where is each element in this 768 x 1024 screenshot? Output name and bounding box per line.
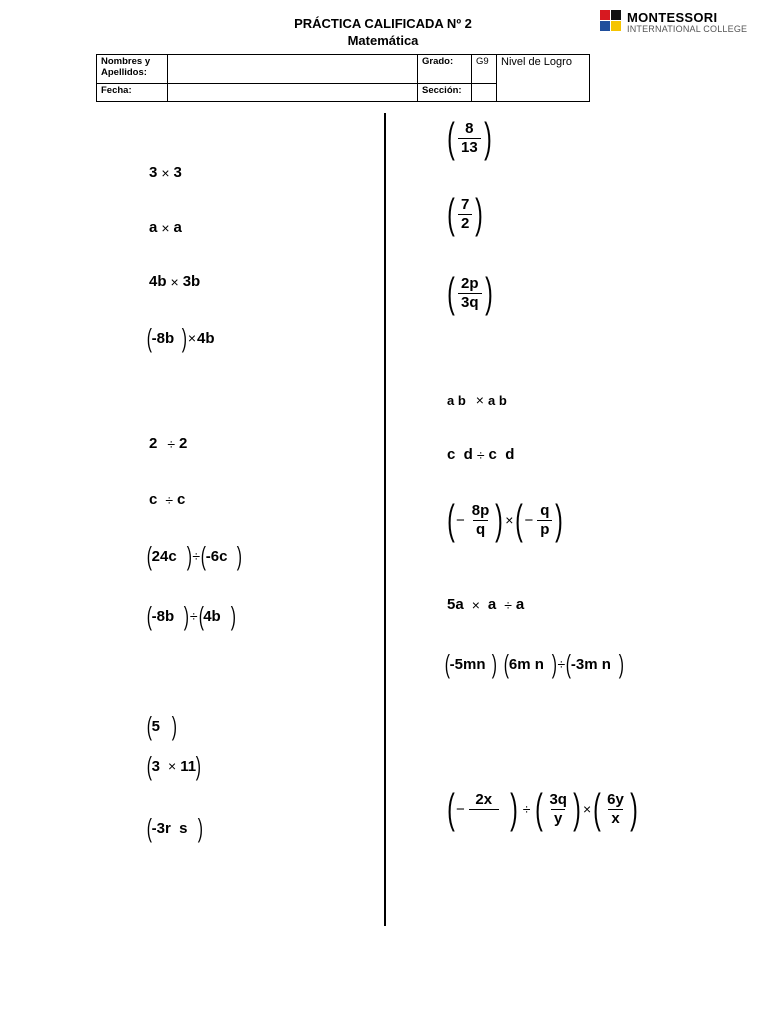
times-operator: × xyxy=(471,596,480,613)
term: a xyxy=(149,219,158,236)
right-paren: ) xyxy=(555,496,564,543)
column-divider xyxy=(384,113,386,926)
minus-sign: − xyxy=(456,800,465,818)
logo-subtitle: INTERNATIONAL COLLEGE xyxy=(627,24,748,34)
times-operator: × xyxy=(582,801,592,817)
right-paren: ) xyxy=(484,269,493,316)
left-paren: ( xyxy=(447,496,455,543)
term: 3 xyxy=(151,757,161,775)
school-logo xyxy=(600,10,760,36)
student-info-table xyxy=(96,54,590,102)
term: 24c xyxy=(151,547,177,565)
term: 4b xyxy=(203,607,221,625)
fraction xyxy=(604,791,627,828)
denominator: 13 xyxy=(458,138,481,157)
page-subtitle: Matemática xyxy=(347,33,419,48)
left-paren: ( xyxy=(535,785,544,832)
date-field[interactable] xyxy=(168,84,418,102)
times-operator: × xyxy=(475,392,484,408)
grade-value: G9 xyxy=(472,55,497,84)
divide-operator: ÷ xyxy=(557,656,566,672)
denominator: 3q xyxy=(458,293,482,312)
left-paren: ( xyxy=(198,601,204,631)
left-paren: ( xyxy=(146,813,152,843)
times-operator: × xyxy=(505,512,514,528)
fraction xyxy=(546,791,570,828)
left-paren: ( xyxy=(444,649,450,679)
left-paren: ( xyxy=(447,269,455,316)
right-paren: ) xyxy=(197,813,203,843)
exercise-8 xyxy=(147,603,235,629)
term: a b xyxy=(447,392,466,408)
term: c d xyxy=(447,446,473,463)
exercise-r4 xyxy=(447,392,507,408)
divide-operator: ÷ xyxy=(192,548,201,564)
right-paren: ) xyxy=(195,751,201,781)
exercise-r5 xyxy=(447,446,514,463)
exercise-9 xyxy=(147,713,177,739)
term: 4b xyxy=(197,329,215,347)
exercise-7 xyxy=(147,543,242,569)
fraction xyxy=(458,196,472,233)
term: 2 xyxy=(149,435,158,452)
term: -3r s xyxy=(151,819,188,837)
term: c xyxy=(149,491,158,508)
numerator: 2x xyxy=(475,790,493,808)
logo-name: MONTESSORI xyxy=(627,10,718,25)
term: 5 xyxy=(151,717,161,735)
times-operator: × xyxy=(161,219,170,236)
fraction xyxy=(469,791,499,828)
term: -8b xyxy=(151,329,175,347)
divide-operator: ÷ xyxy=(165,491,174,508)
times-operator: × xyxy=(170,273,179,290)
exercise-r7 xyxy=(447,596,524,613)
right-paren: ) xyxy=(186,541,192,571)
left-paren: ( xyxy=(146,711,152,741)
exercise-11 xyxy=(147,815,202,841)
term: c xyxy=(177,491,186,508)
times-operator: × xyxy=(161,164,170,181)
denominator: 2 xyxy=(458,214,472,233)
term: -3m n xyxy=(570,655,611,673)
left-paren: ( xyxy=(515,496,524,543)
section-field[interactable] xyxy=(472,84,497,102)
numerator: 2p xyxy=(461,274,479,292)
term: c d xyxy=(488,446,515,463)
numerator: 7 xyxy=(461,195,470,213)
names-field[interactable] xyxy=(168,55,418,84)
fraction xyxy=(469,502,493,539)
term: a xyxy=(515,596,525,613)
right-paren: ) xyxy=(475,190,484,237)
times-operator: × xyxy=(187,330,197,346)
left-paren: ( xyxy=(146,751,152,781)
left-paren: ( xyxy=(200,541,206,571)
right-paren: ) xyxy=(495,496,504,543)
exercise-r1 xyxy=(446,114,493,161)
fraction xyxy=(537,502,552,539)
denominator: q xyxy=(473,520,488,539)
divide-operator: ÷ xyxy=(504,596,512,613)
right-paren: ) xyxy=(491,649,497,679)
term: 11 xyxy=(180,757,197,775)
exercise-1 xyxy=(149,164,182,181)
term: a b xyxy=(487,392,507,408)
exercise-3 xyxy=(149,273,200,290)
right-paren: ) xyxy=(509,785,518,832)
term: 6m n xyxy=(508,655,544,673)
numerator: 8 xyxy=(465,119,474,137)
denominator: y xyxy=(551,809,565,828)
exercise-6 xyxy=(149,491,185,508)
minus-sign: − xyxy=(524,511,534,529)
fraction xyxy=(458,275,482,312)
right-paren: ) xyxy=(573,785,581,832)
page-title: PRÁCTICA CALIFICADA Nº 2 xyxy=(294,16,472,31)
exercise-10 xyxy=(147,753,201,779)
right-paren: ) xyxy=(483,114,492,161)
term: a xyxy=(487,596,497,613)
numerator: 3q xyxy=(549,790,567,808)
left-paren: ( xyxy=(447,190,455,237)
right-paren: ) xyxy=(237,541,243,571)
right-paren: ) xyxy=(618,649,624,679)
exercise-r9 xyxy=(446,785,639,832)
divide-operator: ÷ xyxy=(167,435,176,452)
empty-denominator xyxy=(469,809,499,828)
section-label: Sección: xyxy=(418,84,472,102)
exercise-5 xyxy=(149,435,187,452)
right-paren: ) xyxy=(230,601,236,631)
denominator: p xyxy=(537,520,552,539)
divide-operator: ÷ xyxy=(522,801,531,817)
denominator: x xyxy=(608,809,622,828)
left-paren: ( xyxy=(447,785,455,832)
achievement-level: Nivel de Logro xyxy=(497,55,590,102)
term: a xyxy=(173,219,182,236)
exercise-r3 xyxy=(446,269,494,316)
right-paren: ) xyxy=(551,649,557,679)
term: 4b xyxy=(149,273,167,290)
divide-operator: ÷ xyxy=(476,446,485,463)
exercise-4 xyxy=(147,325,215,351)
date-label: Fecha: xyxy=(97,84,168,102)
names-label: Nombres y Apellidos: xyxy=(97,55,168,84)
left-paren: ( xyxy=(146,541,152,571)
left-paren: ( xyxy=(593,785,602,832)
left-paren: ( xyxy=(503,649,510,679)
left-paren: ( xyxy=(565,649,572,679)
exercise-r2 xyxy=(446,190,484,237)
exercise-r6 xyxy=(446,496,564,543)
grade-label: Grado: xyxy=(418,55,472,84)
fraction xyxy=(458,120,481,157)
term: -8b xyxy=(151,607,175,625)
left-paren: ( xyxy=(447,114,455,161)
numerator: 8p xyxy=(471,501,490,519)
minus-sign: − xyxy=(456,511,465,529)
right-paren: ) xyxy=(171,711,177,741)
numerator: 6y xyxy=(607,790,624,808)
term: 2 xyxy=(179,435,188,452)
left-paren: ( xyxy=(146,601,152,631)
numerator: q xyxy=(540,501,550,519)
term: 3 xyxy=(173,164,182,181)
left-paren: ( xyxy=(146,323,152,353)
exercise-r8 xyxy=(445,651,624,677)
logo-squares-icon xyxy=(600,10,622,32)
term: 3 xyxy=(149,164,158,181)
right-paren: ) xyxy=(181,323,188,353)
term: -5mn xyxy=(449,655,486,673)
term: 5a xyxy=(447,596,464,613)
right-paren: ) xyxy=(183,601,190,631)
term: -6c xyxy=(205,547,228,565)
times-operator: × xyxy=(168,758,177,774)
exercise-2 xyxy=(149,219,182,236)
term: 3b xyxy=(182,273,201,290)
right-paren: ) xyxy=(629,785,638,832)
divide-operator: ÷ xyxy=(189,608,198,624)
